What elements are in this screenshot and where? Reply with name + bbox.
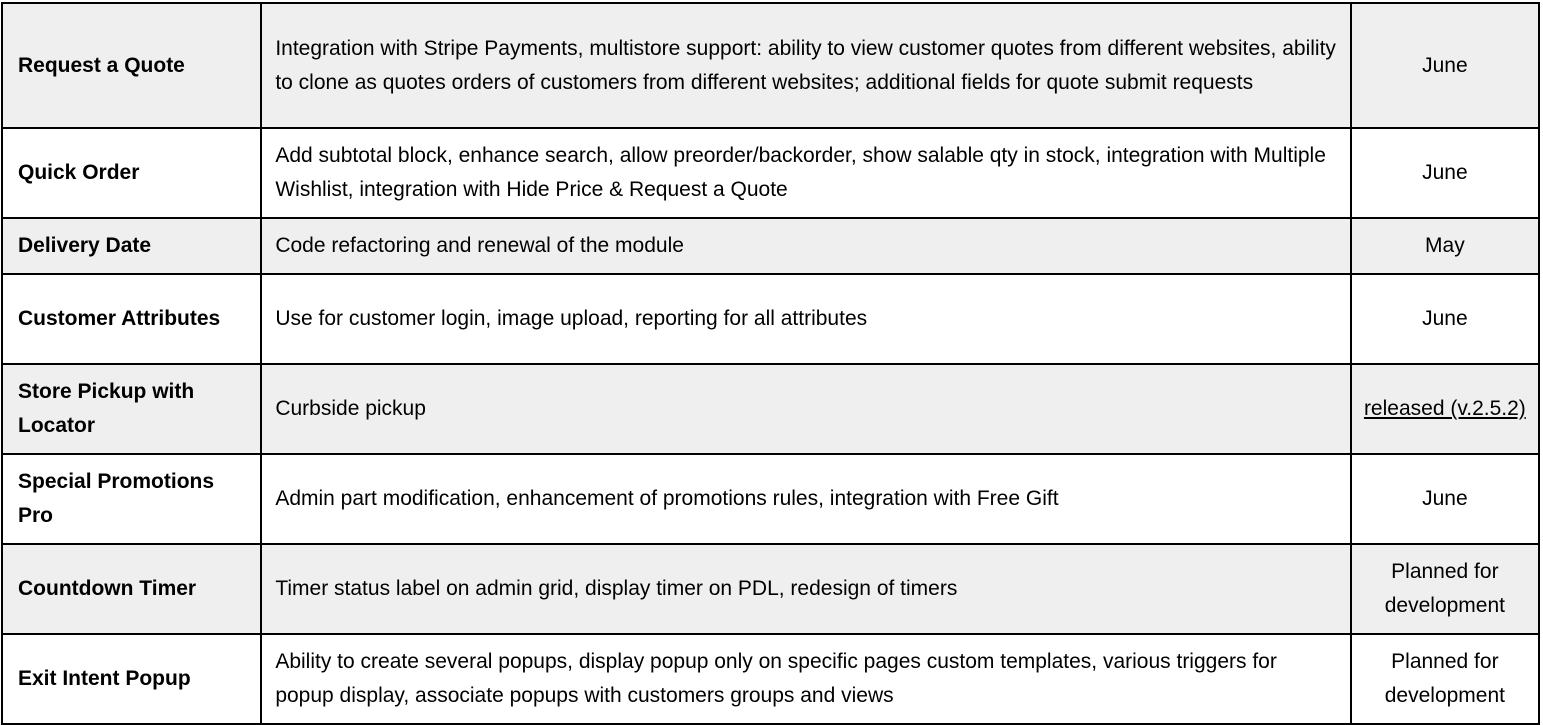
table-row	[2, 544, 1539, 634]
table-row	[2, 274, 1539, 364]
module-name: Customer Attributes	[2, 274, 261, 364]
module-description: Code refactoring and renewal of the module	[261, 218, 1350, 274]
module-status: May	[1351, 218, 1539, 274]
module-name: Store Pickup with Locator	[2, 364, 261, 454]
module-name: Exit Intent Popup	[2, 634, 261, 724]
module-description: Ability to create several popups, display popup only on specific pages custom templates, various triggers for popup display, associate popups with customers groups and views	[261, 634, 1350, 724]
release-link[interactable]: released (v.2.5.2)	[1363, 397, 1526, 420]
module-description: Curbside pickup	[261, 364, 1350, 454]
module-name: Delivery Date	[2, 218, 261, 274]
module-status: June	[1351, 3, 1539, 128]
module-status: June	[1351, 454, 1539, 544]
module-name: Countdown Timer	[2, 544, 261, 634]
module-name: Special Promotions Pro	[2, 454, 261, 544]
table-row	[2, 634, 1539, 724]
module-roadmap-table	[1, 2, 1540, 725]
module-status: Planned for development	[1351, 634, 1539, 724]
module-name: Quick Order	[2, 128, 261, 218]
module-status: June	[1351, 128, 1539, 218]
module-description: Add subtotal block, enhance search, allow preorder/backorder, show salable qty in stock, integration with Multiple Wishlist, integration with Hide Price & Request a Quote	[261, 128, 1350, 218]
table-row	[2, 364, 1539, 454]
module-description: Use for customer login, image upload, reporting for all attributes	[261, 274, 1350, 364]
module-status	[1351, 364, 1539, 454]
module-name: Request a Quote	[2, 3, 261, 128]
table-row	[2, 3, 1539, 128]
module-description: Integration with Stripe Payments, multistore support: ability to view customer quotes from different websites, ability to clone as quotes orders of customers from different websites; additional fields for quote submit requests	[261, 3, 1350, 128]
table-row	[2, 218, 1539, 274]
module-description: Admin part modification, enhancement of promotions rules, integration with Free Gift	[261, 454, 1350, 544]
module-status: June	[1351, 274, 1539, 364]
module-status: Planned for development	[1351, 544, 1539, 634]
table-row	[2, 454, 1539, 544]
module-description: Timer status label on admin grid, display timer on PDL, redesign of timers	[261, 544, 1350, 634]
table-row	[2, 128, 1539, 218]
